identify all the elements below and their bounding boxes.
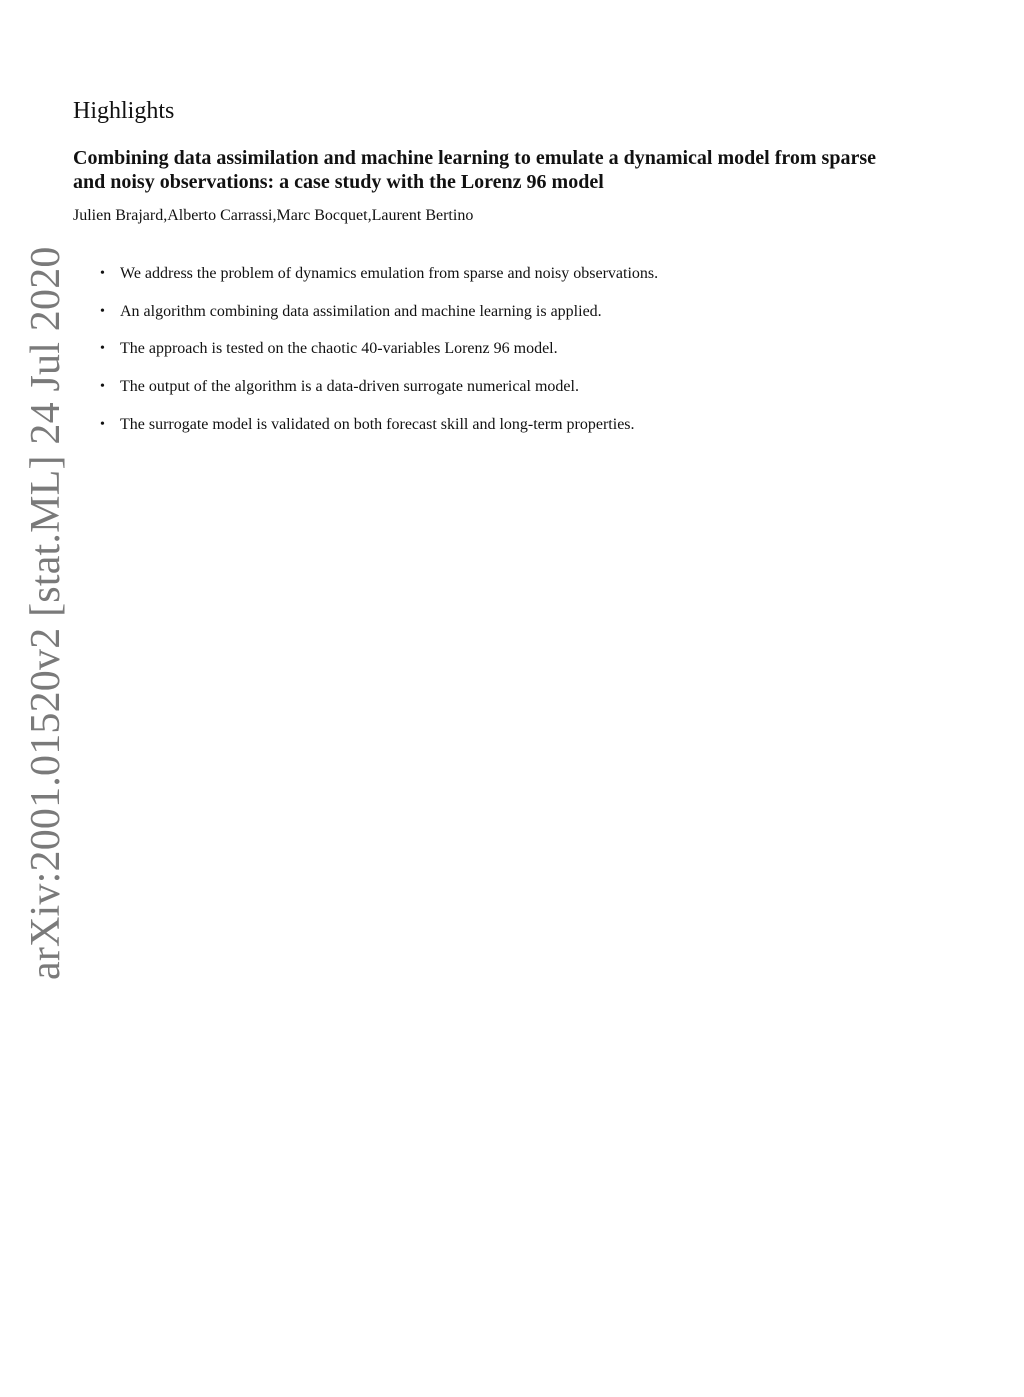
bullet-icon: • bbox=[100, 416, 105, 432]
bullet-icon: • bbox=[100, 341, 105, 357]
highlight-text: The output of the algorithm is a data-driven surrogate numerical model. bbox=[120, 378, 579, 396]
highlight-item bbox=[0, 377, 1024, 415]
highlight-item bbox=[0, 302, 1024, 340]
highlight-text: We address the problem of dynamics emulation from sparse and noisy observations. bbox=[120, 265, 659, 282]
highlight-item bbox=[0, 264, 1024, 302]
highlights-list bbox=[0, 264, 1024, 452]
highlight-text: The approach is tested on the chaotic 40-variables Lorenz 96 model. bbox=[120, 340, 558, 358]
bullet-icon: • bbox=[100, 303, 105, 319]
highlight-text: The surrogate model is validated on both forecast skill and long-term properties. bbox=[120, 415, 635, 433]
bullet-icon: • bbox=[100, 266, 105, 281]
paper-title bbox=[73, 146, 973, 194]
paper-title-line-1: Combining data assimilation and machine learning to emulate a dynamical model from sparse bbox=[73, 147, 876, 169]
bullet-icon: • bbox=[100, 379, 105, 395]
highlight-item bbox=[0, 339, 1024, 377]
arxiv-identifier-stamp: arXiv:2001.01520v2 [stat.ML] 24 Jul 2020 bbox=[23, 246, 69, 980]
author-list: Julien Brajard,Alberto Carrassi,Marc Bocquet,Laurent Bertino bbox=[73, 207, 474, 224]
section-heading: Highlights bbox=[73, 98, 175, 124]
paper-title-line-2: and noisy observations: a case study with the Lorenz 96 model bbox=[73, 171, 604, 193]
highlight-text: An algorithm combining data assimilation and machine learning is applied. bbox=[120, 302, 602, 320]
highlight-item bbox=[0, 415, 1024, 453]
